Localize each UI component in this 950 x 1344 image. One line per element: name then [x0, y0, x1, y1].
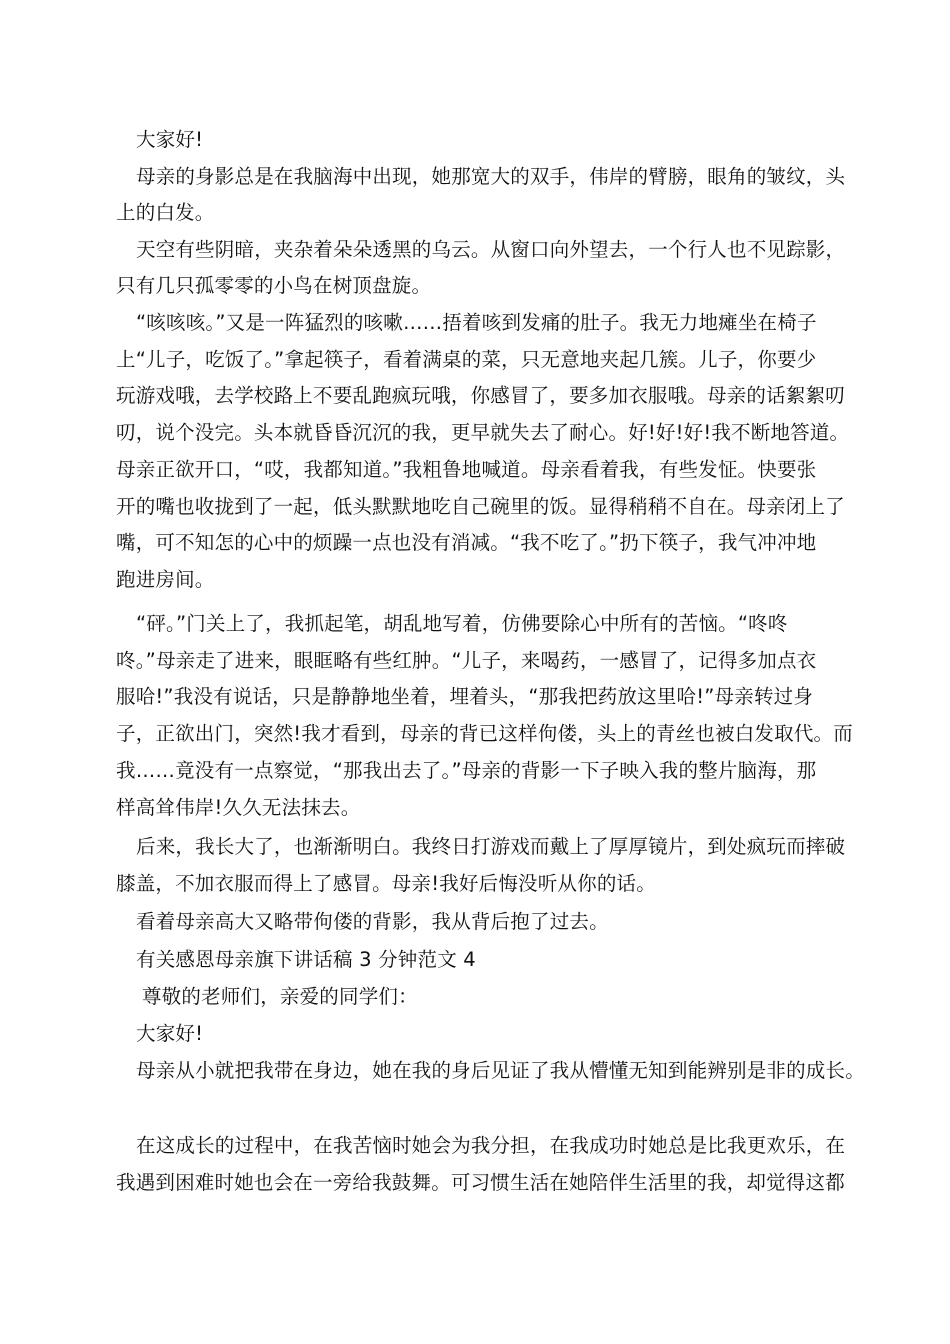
paragraph-line: 看着母亲高大又略带佝偻的背影，我从背后抱了过去。	[136, 910, 609, 933]
paragraph-line: 我……竟没有一点察觉，“那我出去了。”母亲的背影一下子映入我的整片脑海，那	[116, 759, 817, 782]
paragraph-line: 开的嘴也收拢到了一起，低头默默地吃自己碗里的饭。显得稍稍不自在。母亲闭上了	[116, 495, 845, 518]
paragraph-line: 咚。”母亲走了进来，眼眶略有些红肿。“儿子，来喝药，一感冒了，记得多加点衣	[116, 649, 817, 672]
paragraph-line: 上“儿子，吃饭了。”拿起筷子，看着满桌的菜，只无意地夹起几簇。儿子，你要少	[116, 348, 817, 371]
paragraph-line: 母亲的身影总是在我脑海中出现，她那宽大的双手，伟岸的臂膀，眼角的皱纹，头	[136, 165, 846, 188]
salutation: 尊敬的老师们，亲爱的同学们：	[142, 985, 418, 1008]
paragraph-line: 叨，说个没完。头本就昏昏沉沉的我，更早就失去了耐心。好!好!好!我不断地答道。	[116, 421, 850, 444]
paragraph-line: 在这成长的过程中，在我苦恼时她会为我分担，在我成功时她总是比我更欢乐，在	[136, 1134, 846, 1157]
greeting: 大家好!	[136, 1022, 204, 1045]
paragraph-line: 后来，我长大了，也渐渐明白。我终日打游戏而戴上了厚厚镜片，到处疯玩而摔破	[136, 835, 846, 858]
paragraph-line: 母亲从小就把我带在身边，她在我的身后见证了我从懵懂无知到能辨别是非的成长。	[136, 1059, 865, 1082]
paragraph-line: 样高耸伟岸!久久无法抹去。	[116, 796, 361, 819]
paragraph-line: 跑进房间。	[116, 568, 215, 591]
paragraph-line: 嘴，可不知怎的心中的烦躁一点也没有消减。“我不吃了。”扔下筷子，我气冲冲地	[116, 531, 817, 554]
paragraph-line: 我遇到困难时她也会在一旁给我鼓舞。可习惯生活在她陪伴生活里的我，却觉得这都	[116, 1171, 845, 1194]
paragraph-line: 大家好!	[136, 128, 204, 151]
paragraph-line: 膝盖，不加衣服而得上了感冒。母亲!我好后悔没听从你的话。	[116, 872, 656, 895]
paragraph-line: 服哈!”我没有说话，只是静静地坐着，埋着头，“那我把药放这里哈!”母亲转过身	[116, 685, 814, 708]
paragraph-line: 上的白发。	[116, 201, 215, 224]
paragraph-line: 只有几只孤零零的小鸟在树顶盘旋。	[116, 274, 432, 297]
paragraph-line: 天空有些阴暗，夹杂着朵朵透黑的乌云。从窗口向外望去，一个行人也不见踪影，	[136, 238, 846, 261]
paragraph-line: “砰。”门关上了，我抓起笔，胡乱地写着，仿佛要除心中所有的苦恼。“咚咚	[136, 612, 788, 635]
paragraph-line: 母亲正欲开口，“哎，我都知道。”我粗鲁地喊道。母亲看着我，有些发怔。快要张	[116, 458, 817, 481]
section-title: 有关感恩母亲旗下讲话稿 3 分钟范文 4	[136, 948, 476, 971]
paragraph-line: 玩游戏哦，去学校路上不要乱跑疯玩哦，你感冒了，要多加衣服哦。母亲的话絮絮叨	[116, 384, 845, 407]
paragraph-line: 子，正欲出门，突然!我才看到，母亲的背已这样佝偻，头上的青丝也被白发取代。而	[116, 722, 853, 745]
paragraph-line: “咳咳咳。”又是一阵猛烈的咳嗽……捂着咳到发痛的肚子。我无力地瘫坐在椅子	[136, 311, 817, 334]
